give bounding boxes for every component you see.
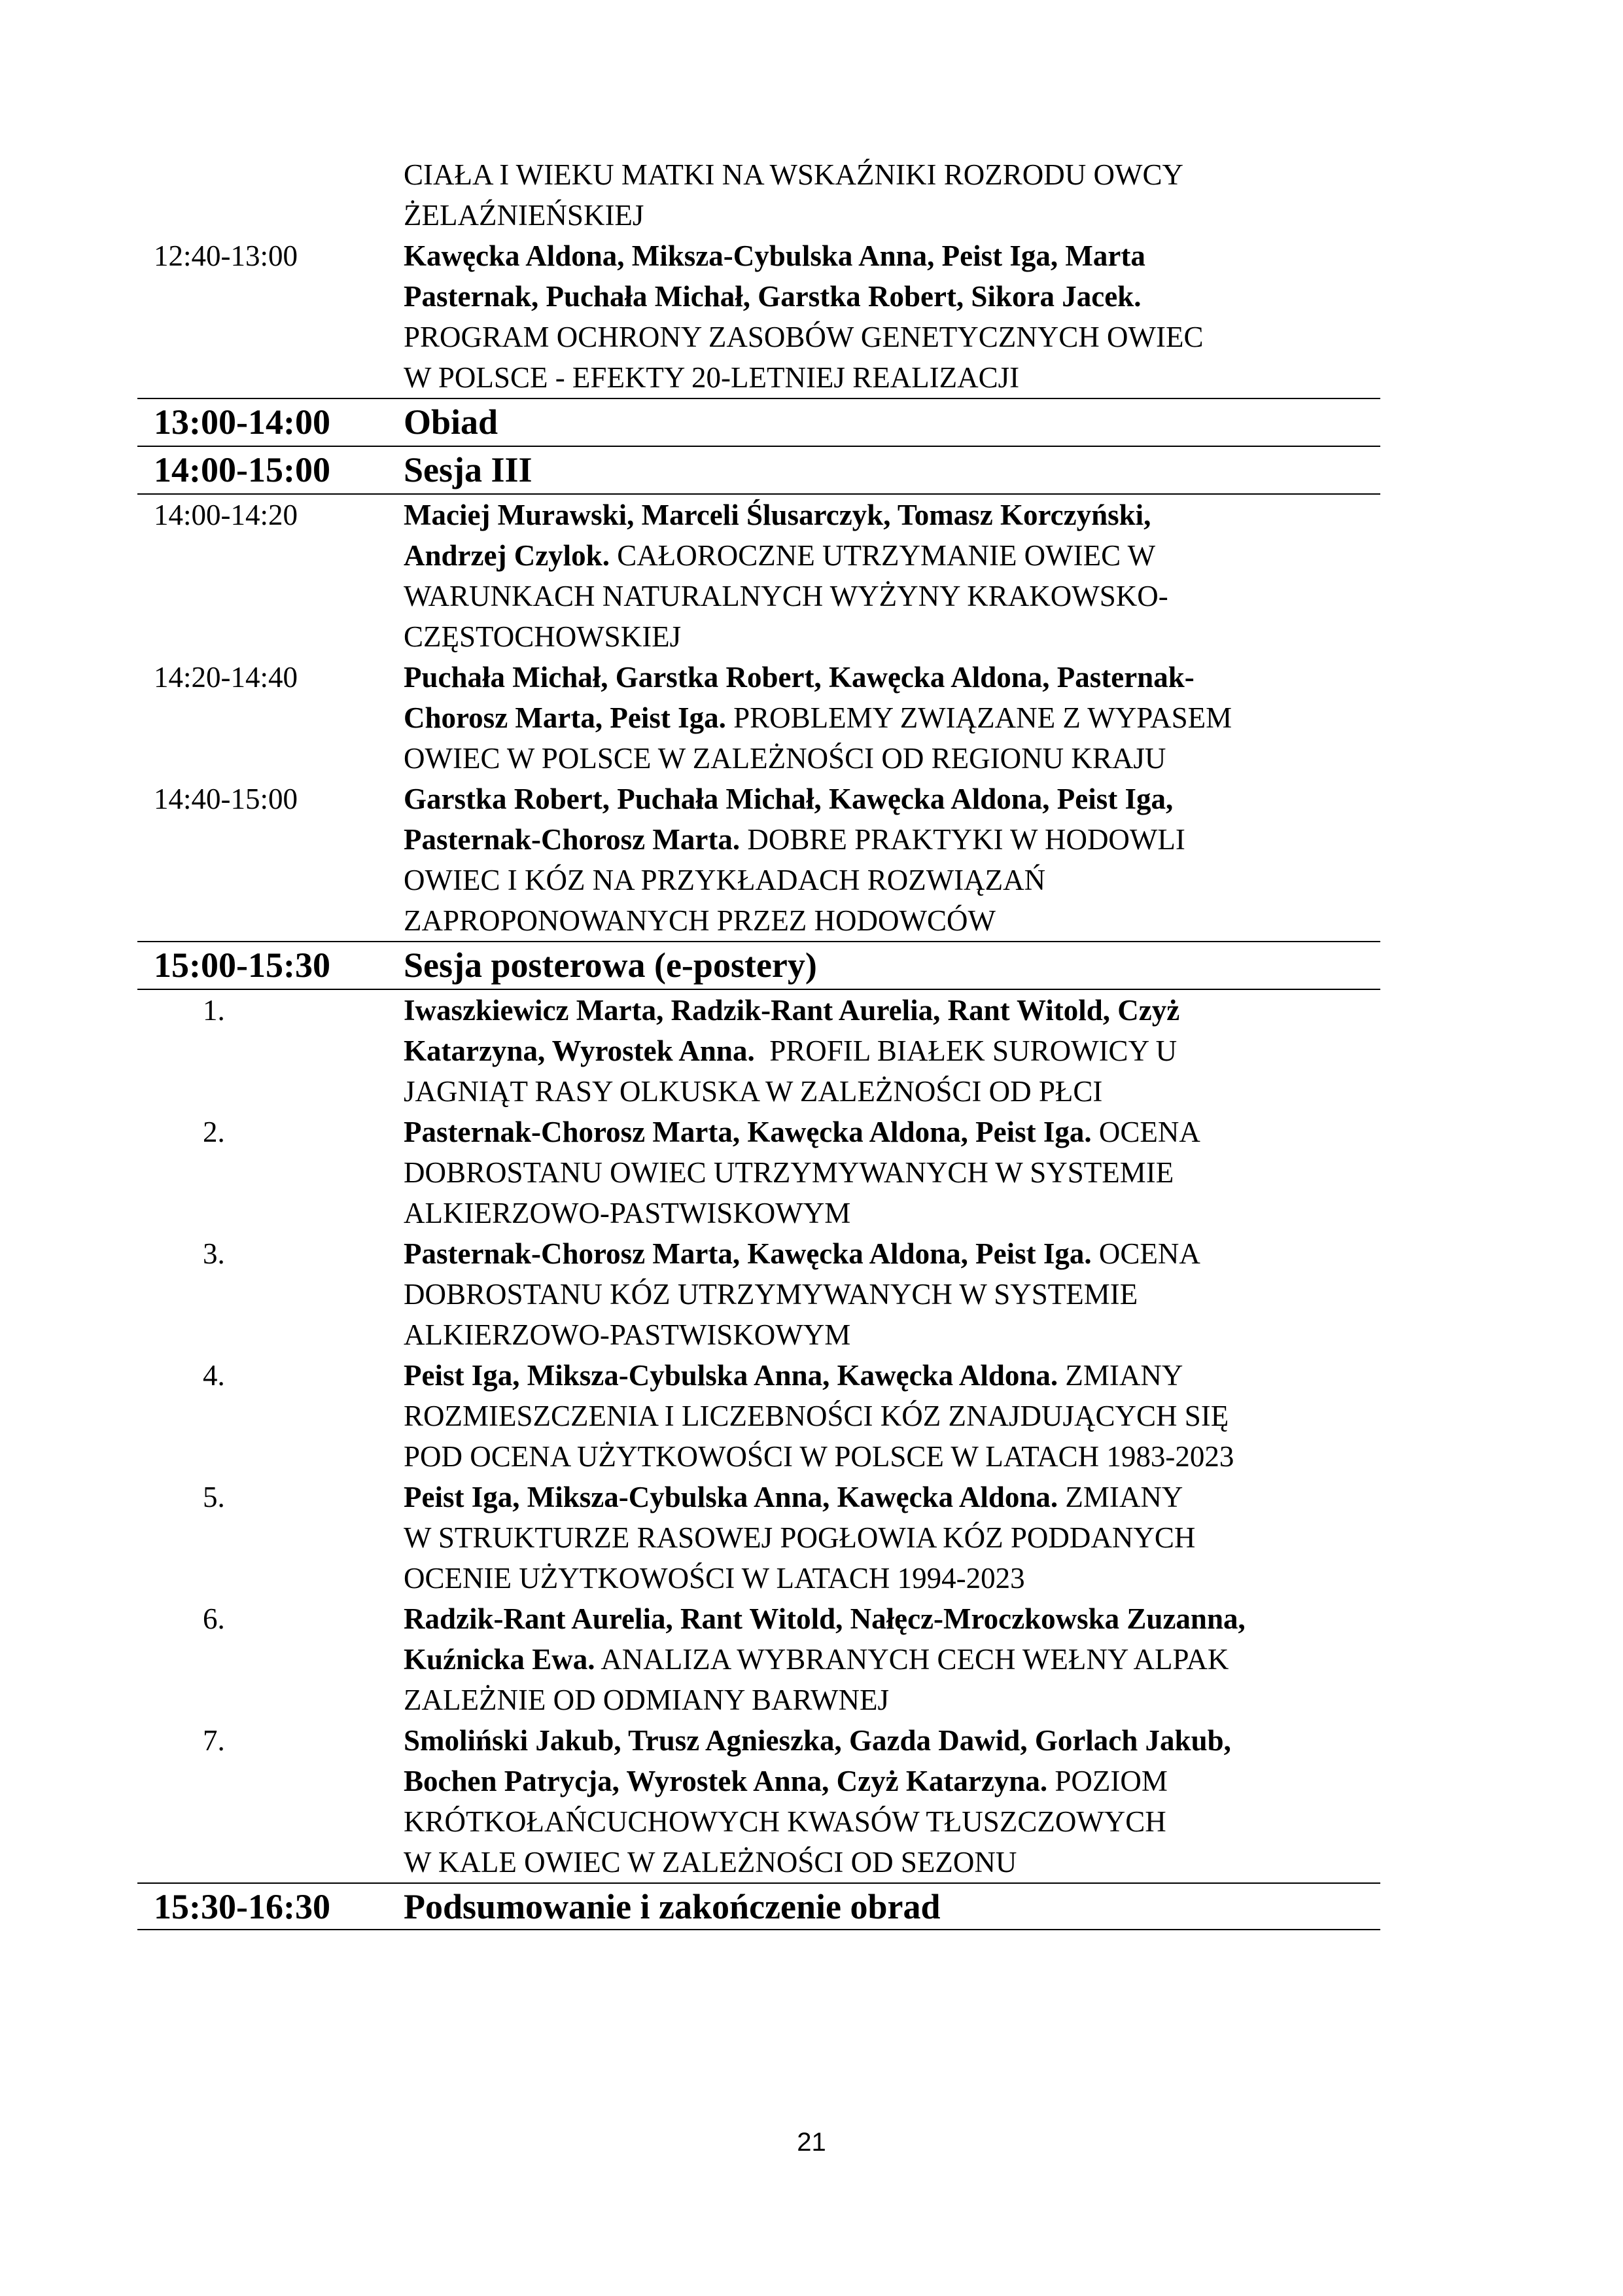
poster-title: ANALIZA WYBRANYCH CECH WEŁNY ALPAK bbox=[595, 1643, 1229, 1676]
talk-title: WARUNKACH NATURALNYCH WYŻYNY KRAKOWSKO- bbox=[404, 580, 1168, 612]
program-table bbox=[137, 154, 1380, 1930]
talk-title: W POLSCE - EFEKTY 20-LETNIEJ REALIZACJI bbox=[404, 361, 1020, 394]
talk-title: PROBLEMY ZWIĄZANE Z WYPASEM bbox=[725, 701, 1232, 734]
content-cell bbox=[404, 154, 1380, 236]
talk-title: OWIEC W POLSCE W ZALEŻNOŚCI OD REGIONU KRAJU bbox=[404, 742, 1166, 775]
session3-label: Sesja III bbox=[404, 450, 532, 489]
talk-row-1420 bbox=[137, 657, 1380, 779]
poster-item bbox=[137, 1112, 1380, 1233]
talk-title: CZĘSTOCHOWSKIEJ bbox=[404, 620, 682, 653]
lunch-label: Obiad bbox=[404, 402, 498, 442]
poster-item bbox=[137, 1477, 1380, 1598]
page-number: 21 bbox=[797, 2128, 826, 2157]
title-line: ŻELAŹNIEŃSKIEJ bbox=[404, 199, 644, 232]
poster-authors: Smoliński Jakub, Trusz Agnieszka, Gazda Dawid, Gorlach Jakub, bbox=[404, 1724, 1231, 1757]
continuation-row bbox=[137, 154, 1380, 236]
poster-authors: Bochen Patrycja, Wyrostek Anna, Czyż Katarzyna. bbox=[404, 1765, 1048, 1797]
talk-title: PROGRAM OCHRONY ZASOBÓW GENETYCZNYCH OWIEC bbox=[404, 321, 1204, 353]
poster-content bbox=[404, 990, 1380, 1112]
session3-time: 14:00-15:00 bbox=[154, 450, 330, 489]
poster-number: 1. bbox=[203, 994, 225, 1027]
poster-authors: Katarzyna, Wyrostek Anna. bbox=[404, 1034, 755, 1067]
poster-title: ROZMIESZCZENIA I LICZEBNOŚCI KÓZ ZNAJDUJĄCYCH SIĘ bbox=[404, 1400, 1229, 1432]
poster-authors: Pasternak-Chorosz Marta, Kawęcka Aldona, Peist Iga. bbox=[404, 1116, 1092, 1148]
closing-time: 15:30-16:30 bbox=[154, 1887, 330, 1926]
poster-title: OCENA bbox=[1091, 1237, 1200, 1270]
poster-authors: Pasternak-Chorosz Marta, Kawęcka Aldona, Peist Iga. bbox=[404, 1237, 1092, 1270]
poster-item bbox=[137, 989, 1380, 1112]
talk-authors: Pasternak, Puchała Michał, Garstka Robert, Sikora Jacek. bbox=[404, 280, 1142, 313]
talk-content bbox=[404, 779, 1380, 941]
lunch-header bbox=[137, 398, 1380, 446]
poster-number: 4. bbox=[203, 1359, 225, 1392]
poster-content bbox=[404, 1233, 1380, 1355]
talk-time: 14:00-14:20 bbox=[154, 499, 298, 531]
poster-content bbox=[404, 1720, 1380, 1882]
talk-content bbox=[404, 657, 1380, 779]
poster-title: PROFIL BIAŁEK SUROWICY U bbox=[754, 1034, 1178, 1067]
poster-title: ZMIANY bbox=[1058, 1359, 1183, 1392]
closing-header bbox=[137, 1882, 1380, 1930]
poster-title: W STRUKTURZE RASOWEJ POGŁOWIA KÓZ PODDANYCH bbox=[404, 1521, 1196, 1554]
poster-session-time: 15:00-15:30 bbox=[154, 945, 330, 985]
poster-title: KRÓTKOŁAŃCUCHOWYCH KWASÓW TŁUSZCZOWYCH bbox=[404, 1805, 1166, 1838]
poster-title: JAGNIĄT RASY OLKUSKA W ZALEŻNOŚCI OD PŁCI bbox=[404, 1075, 1103, 1108]
lunch-time: 13:00-14:00 bbox=[154, 402, 330, 442]
poster-content bbox=[404, 1112, 1380, 1233]
poster-title: POZIOM bbox=[1047, 1765, 1168, 1797]
poster-content bbox=[404, 1355, 1380, 1477]
talk-time: 12:40-13:00 bbox=[154, 239, 298, 272]
talk-time: 14:20-14:40 bbox=[154, 661, 298, 694]
poster-item bbox=[137, 1355, 1380, 1477]
poster-title: ZMIANY bbox=[1058, 1481, 1183, 1513]
poster-title: DOBROSTANU OWIEC UTRZYMYWANYCH W SYSTEMIE bbox=[404, 1156, 1174, 1189]
poster-title: OCENIE UŻYTKOWOŚCI W LATACH 1994-2023 bbox=[404, 1562, 1025, 1595]
talk-row-1240 bbox=[137, 236, 1380, 398]
poster-authors: Iwaszkiewicz Marta, Radzik-Rant Aurelia, Rant Witold, Czyż bbox=[404, 994, 1180, 1027]
talk-authors: Garstka Robert, Puchała Michał, Kawęcka Aldona, Peist Iga, bbox=[404, 783, 1174, 815]
talk-row-1400 bbox=[137, 493, 1380, 657]
poster-number: 5. bbox=[203, 1481, 225, 1513]
poster-number: 3. bbox=[203, 1237, 225, 1270]
poster-item bbox=[137, 1598, 1380, 1720]
poster-session-header bbox=[137, 941, 1380, 989]
talk-title: CAŁOROCZNE UTRZYMANIE OWIEC W bbox=[609, 539, 1156, 572]
talk-row-1440 bbox=[137, 779, 1380, 941]
poster-title: ALKIERZOWO-PASTWISKOWYM bbox=[404, 1197, 851, 1229]
talk-content bbox=[404, 236, 1380, 398]
poster-item bbox=[137, 1720, 1380, 1882]
poster-title: ALKIERZOWO-PASTWISKOWYM bbox=[404, 1318, 851, 1351]
poster-content bbox=[404, 1477, 1380, 1598]
talk-authors: Maciej Murawski, Marceli Ślusarczyk, Tomasz Korczyński, bbox=[404, 499, 1151, 531]
title-line: CIAŁA I WIEKU MATKI NA WSKAŹNIKI ROZRODU OWCY bbox=[404, 158, 1183, 191]
poster-authors: Peist Iga, Miksza-Cybulska Anna, Kawęcka Aldona. bbox=[404, 1359, 1058, 1392]
poster-title: DOBROSTANU KÓZ UTRZYMYWANYCH W SYSTEMIE bbox=[404, 1278, 1138, 1311]
talk-title: DOBRE PRAKTYKI W HODOWLI bbox=[740, 823, 1185, 856]
poster-title: POD OCENA UŻYTKOWOŚCI W POLSCE W LATACH 1983-2023 bbox=[404, 1440, 1234, 1473]
talk-authors: Kawęcka Aldona, Miksza-Cybulska Anna, Peist Iga, Marta bbox=[404, 239, 1145, 272]
talk-authors: Puchała Michał, Garstka Robert, Kawęcka Aldona, Pasternak- bbox=[404, 661, 1195, 694]
talk-content bbox=[404, 495, 1380, 657]
session3-header bbox=[137, 446, 1380, 493]
poster-title: ZALEŻNIE OD ODMIANY BARWNEJ bbox=[404, 1684, 889, 1716]
closing-label: Podsumowanie i zakończenie obrad bbox=[404, 1887, 941, 1926]
talk-title: OWIEC I KÓZ NA PRZYKŁADACH ROZWIĄZAŃ bbox=[404, 864, 1046, 896]
poster-title: OCENA bbox=[1091, 1116, 1200, 1148]
poster-authors: Peist Iga, Miksza-Cybulska Anna, Kawęcka Aldona. bbox=[404, 1481, 1058, 1513]
talk-authors: Pasternak-Chorosz Marta. bbox=[404, 823, 741, 856]
talk-title: ZAPROPONOWANYCH PRZEZ HODOWCÓW bbox=[404, 904, 996, 937]
talk-authors: Andrzej Czylok. bbox=[404, 539, 610, 572]
poster-authors: Kuźnicka Ewa. bbox=[404, 1643, 595, 1676]
poster-number: 2. bbox=[203, 1116, 225, 1148]
poster-number: 7. bbox=[203, 1724, 225, 1757]
poster-number: 6. bbox=[203, 1602, 225, 1635]
poster-session-label: Sesja posterowa (e-postery) bbox=[404, 945, 817, 985]
poster-title: W KALE OWIEC W ZALEŻNOŚCI OD SEZONU bbox=[404, 1846, 1017, 1879]
poster-content bbox=[404, 1598, 1380, 1720]
talk-time: 14:40-15:00 bbox=[154, 783, 298, 815]
talk-authors: Chorosz Marta, Peist Iga. bbox=[404, 701, 726, 734]
poster-item bbox=[137, 1233, 1380, 1355]
poster-authors: Radzik-Rant Aurelia, Rant Witold, Nałęcz-Mroczkowska Zuzanna, bbox=[404, 1602, 1246, 1635]
